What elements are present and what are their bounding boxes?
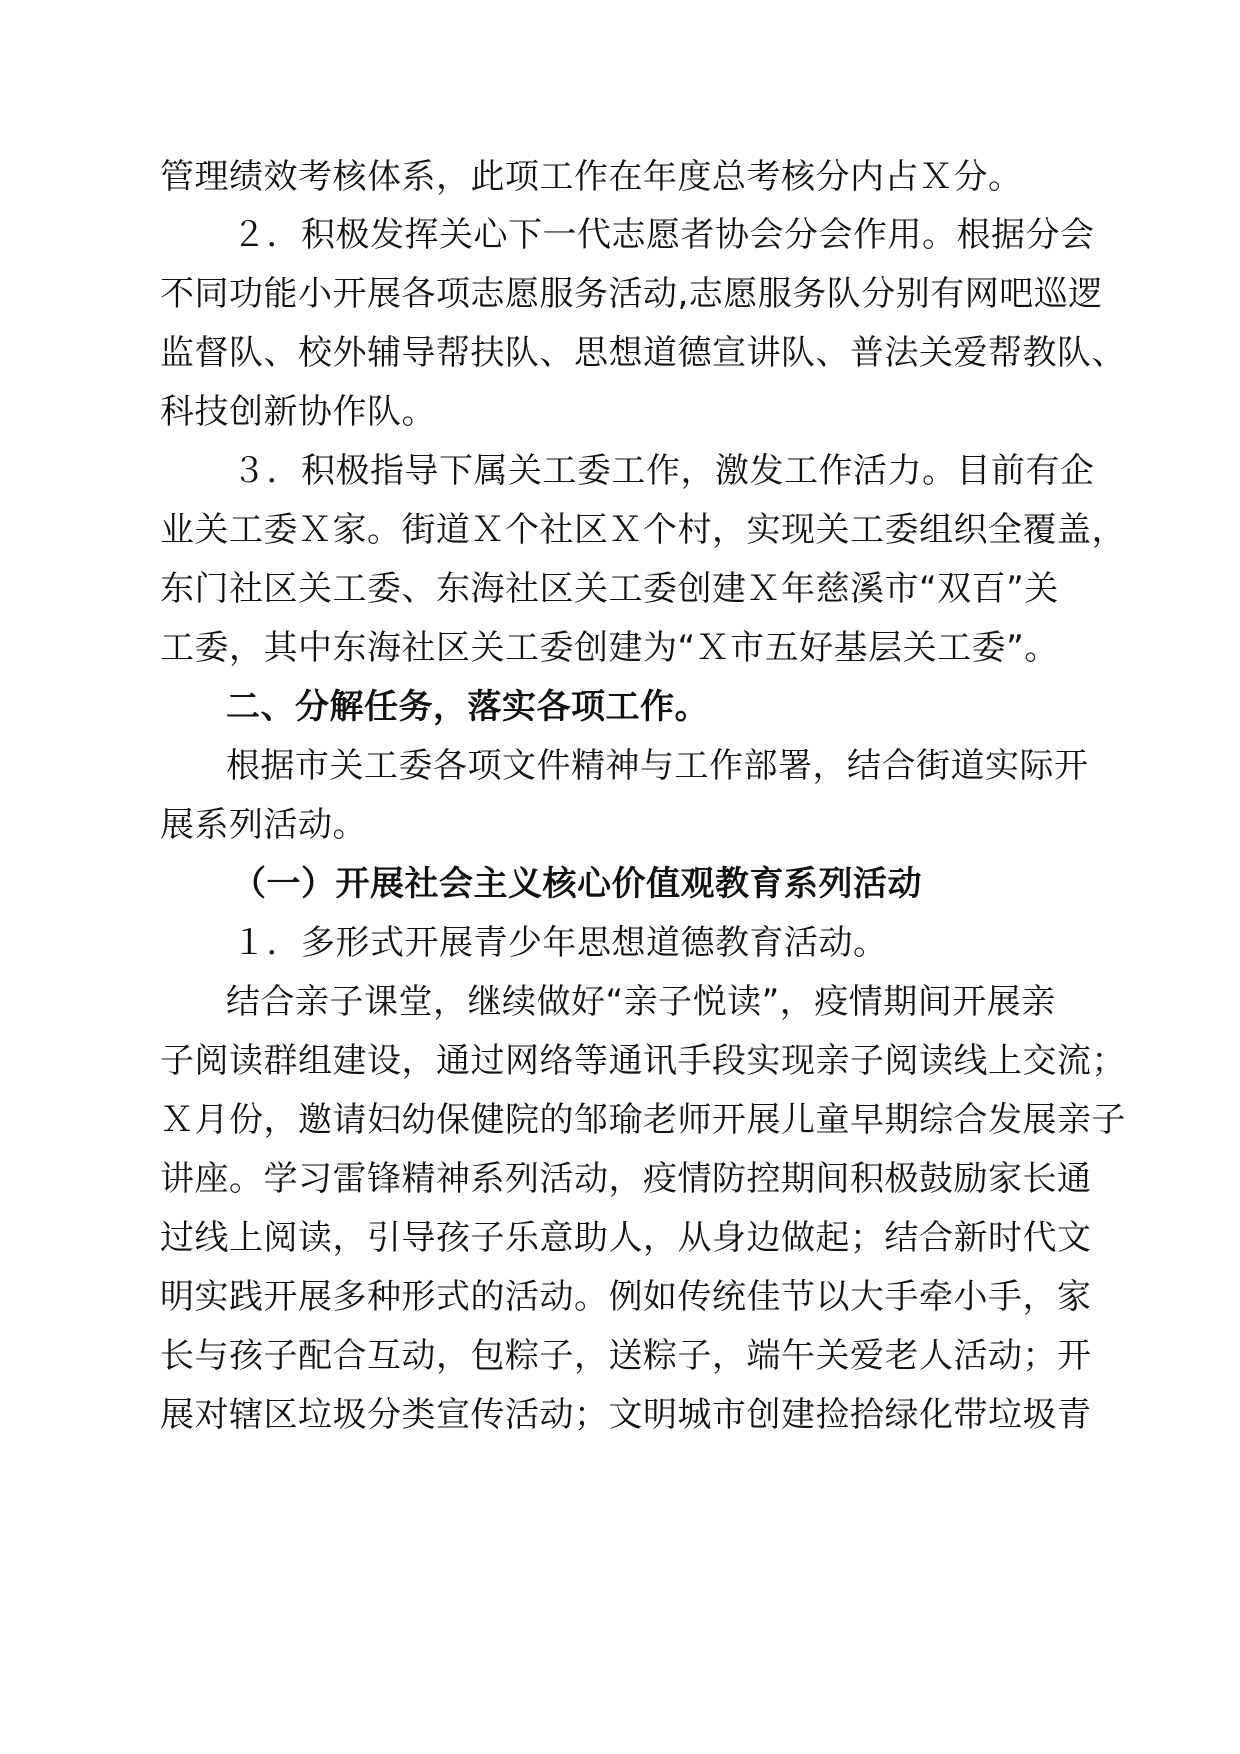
body-text-line: Ｘ月份，邀请妇幼保健院的邹瑜老师开展儿童早期综合发展亲子 bbox=[160, 1100, 1126, 1140]
body-text-line: 展系列活动。 bbox=[160, 805, 367, 845]
body-text-line: 过线上阅读，引导孩子乐意助人，从身边做起；结合新时代文 bbox=[160, 1218, 1092, 1258]
body-text-line: 长与孩子配合互动，包粽子，送粽子，端午关爱老人活动；开 bbox=[160, 1336, 1092, 1376]
body-text-line: 业关工委Ｘ家。街道Ｘ个社区Ｘ个村，实现关工委组织全覆盖， bbox=[160, 510, 1126, 550]
body-text-line: 展对辖区垃圾分类宣传活动；文明城市创建捡拾绿化带垃圾青 bbox=[160, 1395, 1092, 1435]
section-heading: 二、分解任务，落实各项工作。 bbox=[226, 687, 709, 727]
body-text-line: 明实践开展多种形式的活动。例如传统佳节以大手牵小手，家 bbox=[160, 1277, 1092, 1317]
body-text-line: 科技创新协作队。 bbox=[160, 392, 436, 432]
body-text-line: 子阅读群组建设，通过网络等通讯手段实现亲子阅读线上交流； bbox=[160, 1041, 1126, 1081]
list-item-3-line: ３．积极指导下属关工委工作，激发工作活力。目前有企 bbox=[232, 451, 1095, 491]
body-text-line: 讲座。学习雷锋精神系列活动，疫情防控期间积极鼓励家长通 bbox=[160, 1159, 1092, 1199]
body-text-line: 根据市关工委各项文件精神与工作部署，结合街道实际开 bbox=[226, 746, 1089, 786]
body-text-line: 结合亲子课堂，继续做好“亲子悦读”，疫情期间开展亲 bbox=[226, 982, 1056, 1022]
body-text-line: 工委，其中东海社区关工委创建为“Ｘ市五好基层关工委”。 bbox=[160, 628, 1059, 668]
list-item-1-line: １．多形式开展青少年思想道德教育活动。 bbox=[232, 923, 888, 963]
body-text-line: 监督队、校外辅导帮扶队、思想道德宣讲队、普法关爱帮教队、 bbox=[160, 333, 1126, 373]
subsection-heading: （一）开展社会主义核心价值观教育系列活动 bbox=[232, 864, 922, 904]
list-item-2-line: ２．积极发挥关心下一代志愿者协会分会作用。根据分会 bbox=[232, 215, 1095, 255]
body-text-line: 不同功能小开展各项志愿服务活动,志愿服务队分别有网吧巡逻 bbox=[160, 274, 1103, 314]
body-text-line: 东门社区关工委、东海社区关工委创建Ｘ年慈溪市“双百”关 bbox=[160, 569, 1059, 609]
body-text-line: 管理绩效考核体系，此项工作在年度总考核分内占Ｘ分。 bbox=[160, 157, 1023, 197]
